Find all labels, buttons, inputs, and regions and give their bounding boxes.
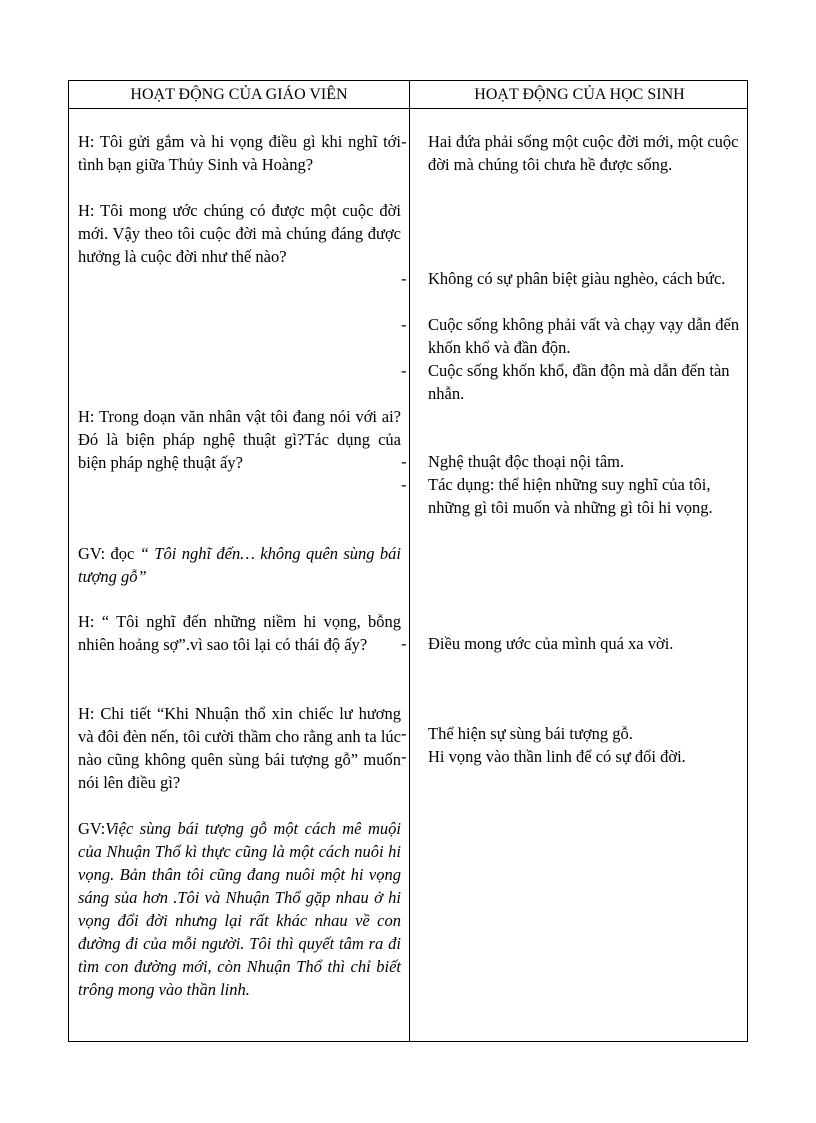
teacher-question-2: H: Tôi mong ước chúng có được một cuộc đời mới. Vậy theo tôi cuộc đời mà chúng đáng được hưởng là cuộc đời như thế nào? [78,201,401,266]
bullet: - [401,361,407,380]
student-answer-2-text: Không có sự phân biệt giàu nghèo, cách bức. [428,269,726,288]
student-answer-1-text: Hai đứa phải sống một cuộc đời mới, một cuộc đời mà chúng tôi chưa hề được sống. [428,132,739,174]
student-answer-3-text: Cuộc sống không phải vất và chạy vạy dẫn đến khốn khổ và đần độn. [428,315,740,357]
bullet: - [401,747,407,766]
teacher-note-1-quote: “ Tôi nghĩ đến… không quên sùng bái tượng gỗ” [78,544,402,586]
student-answer-8-text: Thể hiện sự sùng bái tượng gỗ. [428,724,633,743]
student-answer-8 [401,722,740,745]
student-answer-7 [401,632,740,655]
teacher-column-header: HOẠT ĐỘNG CỦA GIÁO VIÊN [130,86,348,103]
teacher-question-4: H: “ Tôi nghĩ đến những niềm hi vọng, bỗng nhiên hoảng sợ”.vì sao tôi lại có thái độ ấy? [78,612,401,654]
teacher-question-3: H: Trong doạn văn nhân vật tôi đang nói với ai? Đó là biện pháp nghệ thuật gì?Tác dụng của biện pháp nghệ thuật ấy? [78,407,401,472]
student-column-header: HOẠT ĐỘNG CỦA HỌC SINH [474,86,685,103]
teacher-note-2-body: Việc sùng bái tượng gỗ một cách mê muội của Nhuận Thổ kì thực cũng là một cách nuôi hi vọng. Bản thân tôi cũng đang nuôi một hi vọng sáng sủa hơn .Tôi và Nhuận Thổ gặp nhau ở hi vọng đổi đời nhưng lại rất khác nhau về con đường đi của mỗi người. Tôi thì quyết tâm ra đi tìm con đường mới, còn Nhuận Thổ thì chỉ biết trông mong vào thần linh. [78,819,401,999]
student-answer-2 [401,267,740,290]
bullet: - [401,315,407,334]
student-answer-3 [401,313,740,359]
student-answer-5-text: Nghệ thuật độc thoại nội tâm. [428,452,625,471]
student-answer-1 [401,130,740,176]
bullet: - [401,475,407,494]
lesson-table [68,80,748,1042]
student-answer-9 [401,745,740,768]
column-divider [409,81,410,1041]
teacher-note-1-prefix: GV: đọc [78,544,140,563]
bullet: - [401,132,407,151]
student-answer-6-text: Tác dụng: thể hiện những suy nghĩ của tôi, những gì tôi muốn và những gì tôi hi vọng. [428,475,713,517]
student-answer-7-text: Điều mong ước của mình quá xa vời. [428,634,674,653]
teacher-question-5: H: Chi tiết “Khi Nhuận thổ xin chiếc lư hương và đôi đèn nến, tôi cười thầm cho rằng anh ta lúc nào cũng không quên sùng bái tượng gỗ” muốn nói lên điều gì? [78,704,401,792]
bullet: - [401,269,407,288]
header-divider [69,108,747,109]
bullet: - [401,452,407,471]
bullet: - [401,634,407,653]
student-answer-4 [401,359,740,405]
bullet: - [401,724,407,743]
student-answer-6 [401,473,740,519]
teacher-note-2 [78,817,401,1001]
student-answer-9-text: Hi vọng vào thần linh để có sự đổi đời. [428,747,686,766]
student-answer-5 [401,450,740,473]
teacher-question-1: H: Tôi gửi gắm và hi vọng điều gì khi nghĩ tới tình bạn giữa Thủy Sinh và Hoàng? [78,132,401,174]
teacher-note-1 [78,542,401,588]
student-answer-4-text: Cuộc sống khốn khổ, đần độn mà dẫn đến tàn nhẫn. [428,361,730,403]
teacher-note-2-prefix: GV: [78,819,106,838]
